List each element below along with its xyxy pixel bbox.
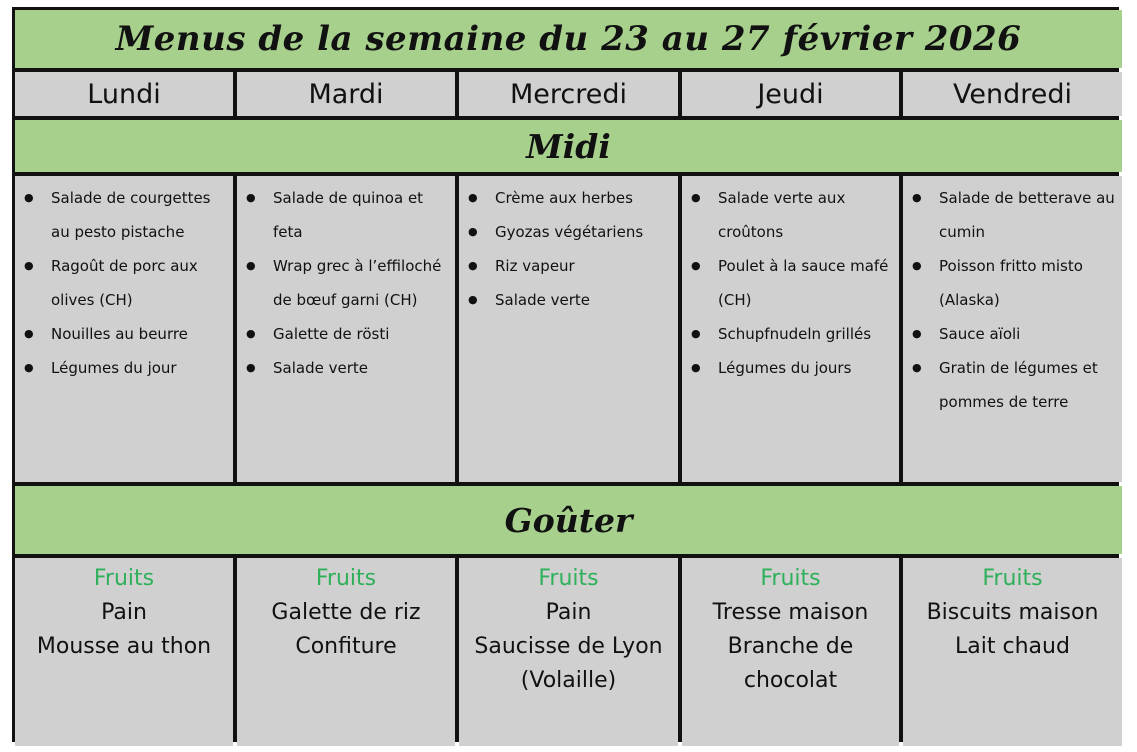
lunch-menu-thursday bbox=[682, 176, 899, 482]
lunch-menu-item: ● Salade de courgettes au pesto pistache bbox=[51, 181, 227, 249]
lunch-menu-item: ● Ragoût de porc aux olives (CH) bbox=[51, 249, 227, 317]
snack-fruit-label: Fruits bbox=[538, 566, 599, 591]
day-header-tuesday: Mardi bbox=[237, 72, 455, 116]
snack-menu-friday bbox=[903, 558, 1122, 746]
snack-menu-tuesday bbox=[237, 558, 455, 746]
snack-menu-line: Pain bbox=[545, 600, 592, 625]
lunch-menu-item: ● Légumes du jour bbox=[51, 351, 227, 385]
snack-menu-monday bbox=[15, 558, 233, 746]
lunch-menu-item: ● Gyozas végétariens bbox=[495, 215, 672, 249]
lunch-menu-item: ● Gratin de légumes et pommes de terre bbox=[939, 351, 1116, 419]
lunch-section-title: Midi bbox=[15, 120, 1122, 172]
snack-menu-line: (Volaille) bbox=[520, 668, 617, 693]
lunch-menu-item: ● Sauce aïoli bbox=[939, 317, 1116, 351]
day-header-monday: Lundi bbox=[15, 72, 233, 116]
snack-fruit-label: Fruits bbox=[760, 566, 821, 591]
menu-title: Menus de la semaine du 23 au 27 février 2026 bbox=[15, 10, 1122, 68]
lunch-menu-item: ● Poisson fritto misto (Alaska) bbox=[939, 249, 1116, 317]
snack-menu-line: Tresse maison bbox=[712, 600, 869, 625]
lunch-menu-item: ● Galette de rösti bbox=[273, 317, 449, 351]
lunch-menu-item: ● Salade verte aux croûtons bbox=[718, 181, 893, 249]
lunch-menu-list bbox=[273, 181, 449, 385]
lunch-menu-wednesday bbox=[459, 176, 678, 482]
lunch-menu-item: ● Salade verte bbox=[273, 351, 449, 385]
lunch-menu-item: ● Salade de betterave au cumin bbox=[939, 181, 1116, 249]
lunch-menu-monday bbox=[15, 176, 233, 482]
snack-menu-line: Pain bbox=[101, 600, 147, 625]
snack-menu-line: Branche de bbox=[727, 634, 854, 659]
day-header-friday: Vendredi bbox=[903, 72, 1122, 116]
snack-menu-line: Saucisse de Lyon bbox=[474, 634, 663, 659]
snack-menu-line: Mousse au thon bbox=[36, 634, 212, 659]
snack-fruit-label: Fruits bbox=[93, 566, 155, 591]
lunch-menu-item: ● Salade verte bbox=[495, 283, 672, 317]
lunch-menu-list bbox=[718, 181, 893, 385]
snack-fruit-label: Fruits bbox=[315, 566, 377, 591]
lunch-menu-list bbox=[51, 181, 227, 385]
weekly-menu-table bbox=[12, 7, 1119, 742]
snack-menu-wednesday bbox=[459, 558, 678, 746]
lunch-menu-list bbox=[495, 181, 672, 317]
snack-menu-line: Confiture bbox=[295, 634, 397, 659]
snack-menu-thursday bbox=[682, 558, 899, 746]
snack-menu-line: Biscuits maison bbox=[926, 600, 1099, 625]
lunch-menu-item: ● Schupfnudeln grillés bbox=[718, 317, 893, 351]
lunch-menu-item: ● Nouilles au beurre bbox=[51, 317, 227, 351]
snack-menu-line: Galette de riz bbox=[271, 600, 421, 625]
snack-menu-line: Lait chaud bbox=[955, 634, 1070, 659]
lunch-menu-item: ● Légumes du jours bbox=[718, 351, 893, 385]
lunch-menu-list bbox=[939, 181, 1116, 419]
lunch-menu-item: ● Crème aux herbes bbox=[495, 181, 672, 215]
lunch-menu-tuesday bbox=[237, 176, 455, 482]
lunch-menu-item: ● Poulet à la sauce mafé (CH) bbox=[718, 249, 893, 317]
snack-menu-line: chocolat bbox=[743, 668, 838, 693]
day-header-thursday: Jeudi bbox=[682, 72, 899, 116]
lunch-menu-item: ● Riz vapeur bbox=[495, 249, 672, 283]
lunch-menu-friday bbox=[903, 176, 1122, 482]
snack-fruit-label: Fruits bbox=[982, 566, 1043, 591]
snack-section-title: Goûter bbox=[15, 486, 1122, 554]
day-header-wednesday: Mercredi bbox=[459, 72, 678, 116]
lunch-menu-item: ● Wrap grec à l’effiloché de bœuf garni (CH) bbox=[273, 249, 449, 317]
lunch-menu-item: ● Salade de quinoa et feta bbox=[273, 181, 449, 249]
